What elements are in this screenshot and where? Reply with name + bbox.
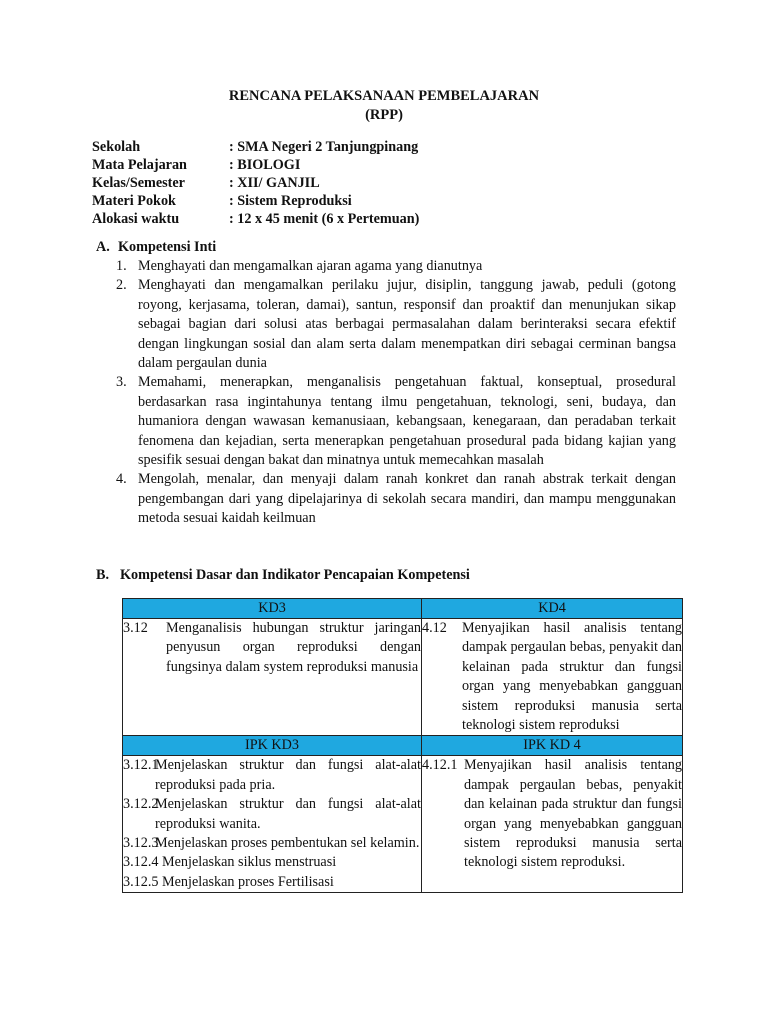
info-row-mapel: [92, 156, 419, 174]
section-a-letter: A.: [96, 239, 110, 255]
ipk4-text: Menyajikan hasil analisis tentang dampak pergaulan bebas, penyakit dan kelainan pada struktur dan fungsi organ yang menyebabkan gangguan sistem reproduksi manusia serta teknologi sistem reproduksi.: [464, 757, 682, 871]
section-b-letter: B.: [96, 567, 110, 583]
info-value: : SMA Negeri 2 Tanjungpinang: [229, 139, 419, 155]
document-title: [0, 87, 768, 125]
section-b-title: Kompetensi Dasar dan Indikator Pencapaian Kompetensi: [120, 567, 470, 583]
ipk3-code: 3.12.1: [123, 757, 159, 774]
info-row-alokasi: [92, 210, 419, 228]
ipk3-text: Menjelaskan proses Fertilisasi: [162, 873, 334, 890]
ipk3-cell: [123, 756, 422, 893]
info-label: Kelas/Semester: [92, 175, 185, 191]
section-b-heading: [96, 566, 470, 585]
list-number: 4.: [116, 471, 127, 488]
list-number: 3.: [116, 374, 127, 391]
ipk3-text: Menjelaskan proses pembentukan sel kelamin.: [155, 835, 420, 852]
kd4-text: Menyajikan hasil analisis tentang dampak pergaulan bebas, penyakit dan kelainan pada struktur dan fungsi organ yang menyebabkan gangguan sistem reproduksi manusia serta teknologi sistem reproduksi: [462, 620, 682, 734]
list-text: Menghayati dan mengamalkan ajaran agama yang dianutnya: [138, 258, 483, 274]
title-line-2: (RPP): [365, 107, 403, 124]
info-value: : BIOLOGI: [229, 157, 301, 173]
info-value: : 12 x 45 menit (6 x Pertemuan): [229, 211, 420, 227]
title-line-1: RENCANA PELAKSANAAN PEMBELAJARAN: [228, 88, 540, 104]
ipk4-header: IPK KD 4: [422, 736, 683, 756]
kompetensi-dasar-table: [122, 598, 683, 893]
ipk3-item: [123, 853, 421, 872]
info-value: : XII/ GANJIL: [229, 175, 320, 191]
info-label: Sekolah: [92, 139, 141, 155]
identity-block: [92, 138, 419, 228]
ipk3-item: [123, 756, 421, 795]
kd3-code: 3.12: [123, 620, 148, 636]
ipk3-item: [123, 873, 421, 892]
section-a-heading: [96, 237, 676, 257]
ipk3-text: Menjelaskan siklus menstruasi: [162, 854, 337, 871]
ipk3-code: 3.12.4: [123, 854, 159, 871]
table-header-row: [123, 736, 683, 756]
kd3-item: [123, 619, 421, 677]
list-number: 1.: [116, 258, 127, 274]
ipk4-cell: [422, 756, 683, 893]
list-number: 2.: [116, 277, 127, 294]
list-text: Menghayati dan mengamalkan perilaku jujur, disiplin, tanggung jawab, peduli (gotong royong, kerjasama, toleran, damai), santun, responsif dan proaktif dan menunjukan sikap sebagai bagian dari solusi atas berbagai permasalahan dalam berinteraksi secara efektif dengan lingkungan sosial dan alam serta dalam menempatkan diri sebagai cerminan bangsa dalam pergaulan dunia: [138, 277, 676, 372]
kd4-cell: [422, 619, 683, 736]
list-item: [96, 276, 676, 373]
info-label: Alokasi waktu: [92, 211, 180, 227]
ipk3-text: Menjelaskan struktur dan fungsi alat-alat reproduksi wanita.: [155, 796, 421, 832]
info-label: Mata Pelajaran: [92, 157, 187, 173]
table-header-row: [123, 599, 683, 619]
ipk3-item: [123, 795, 421, 834]
ipk4-item: [422, 756, 682, 872]
info-row-materi: [92, 192, 419, 210]
table-row: [123, 619, 683, 736]
kd4-header: KD4: [422, 599, 683, 619]
ipk3-code: 3.12.5: [123, 873, 159, 890]
ipk3-code: 3.12.3: [123, 835, 159, 852]
list-text: Memahami, menerapkan, menganalisis pengetahuan faktual, konseptual, prosedural berdasarkan rasa ingintahunya tentang ilmu pengetahuan, teknologi, seni, budaya, dan humaniora dengan wawasan kemanusiaan, kebangsaan, kenegaraan, dan peradaban terkait fenomena dan kejadian, serta menerapkan pengetahuan prosedural pada bidang kajian yang spesifik sesuai dengan bakat dan minatnya untuk memecahkan masalah: [138, 374, 676, 469]
section-kompetensi-inti: [96, 237, 676, 529]
ipk3-item: [123, 834, 421, 853]
kd4-item: [422, 619, 682, 735]
kd4-code: 4.12: [422, 620, 447, 636]
kd3-cell: [123, 619, 422, 736]
list-item: [96, 470, 676, 528]
ipk3-code: 3.12.2: [123, 796, 159, 813]
info-row-sekolah: [92, 138, 419, 156]
kompetensi-inti-list: [96, 257, 676, 529]
info-value: : Sistem Reproduksi: [229, 193, 352, 209]
ipk4-code: 4.12.1: [422, 757, 458, 774]
list-text: Mengolah, menalar, dan menyaji dalam ranah konkret dan ranah abstrak terkait dengan pengembangan dari yang dipelajarinya di sekolah secara mandiri, dan mampu menggunakan metoda sesuai kaidah keilmuan: [138, 471, 676, 527]
table-row: [123, 756, 683, 893]
list-item: [96, 257, 676, 276]
ipk3-header: IPK KD3: [123, 736, 422, 756]
info-label: Materi Pokok: [92, 193, 176, 209]
info-row-kelas: [92, 174, 419, 192]
ipk3-text: Menjelaskan struktur dan fungsi alat-alat reproduksi pada pria.: [155, 757, 421, 793]
kd3-header: KD3: [123, 599, 422, 619]
kd3-text: Menganalisis hubungan struktur jaringan penyusun organ reproduksi dengan fungsinya dalam system reproduksi manusia: [166, 620, 421, 675]
list-item: [96, 373, 676, 470]
section-a-title: Kompetensi Inti: [118, 239, 217, 255]
